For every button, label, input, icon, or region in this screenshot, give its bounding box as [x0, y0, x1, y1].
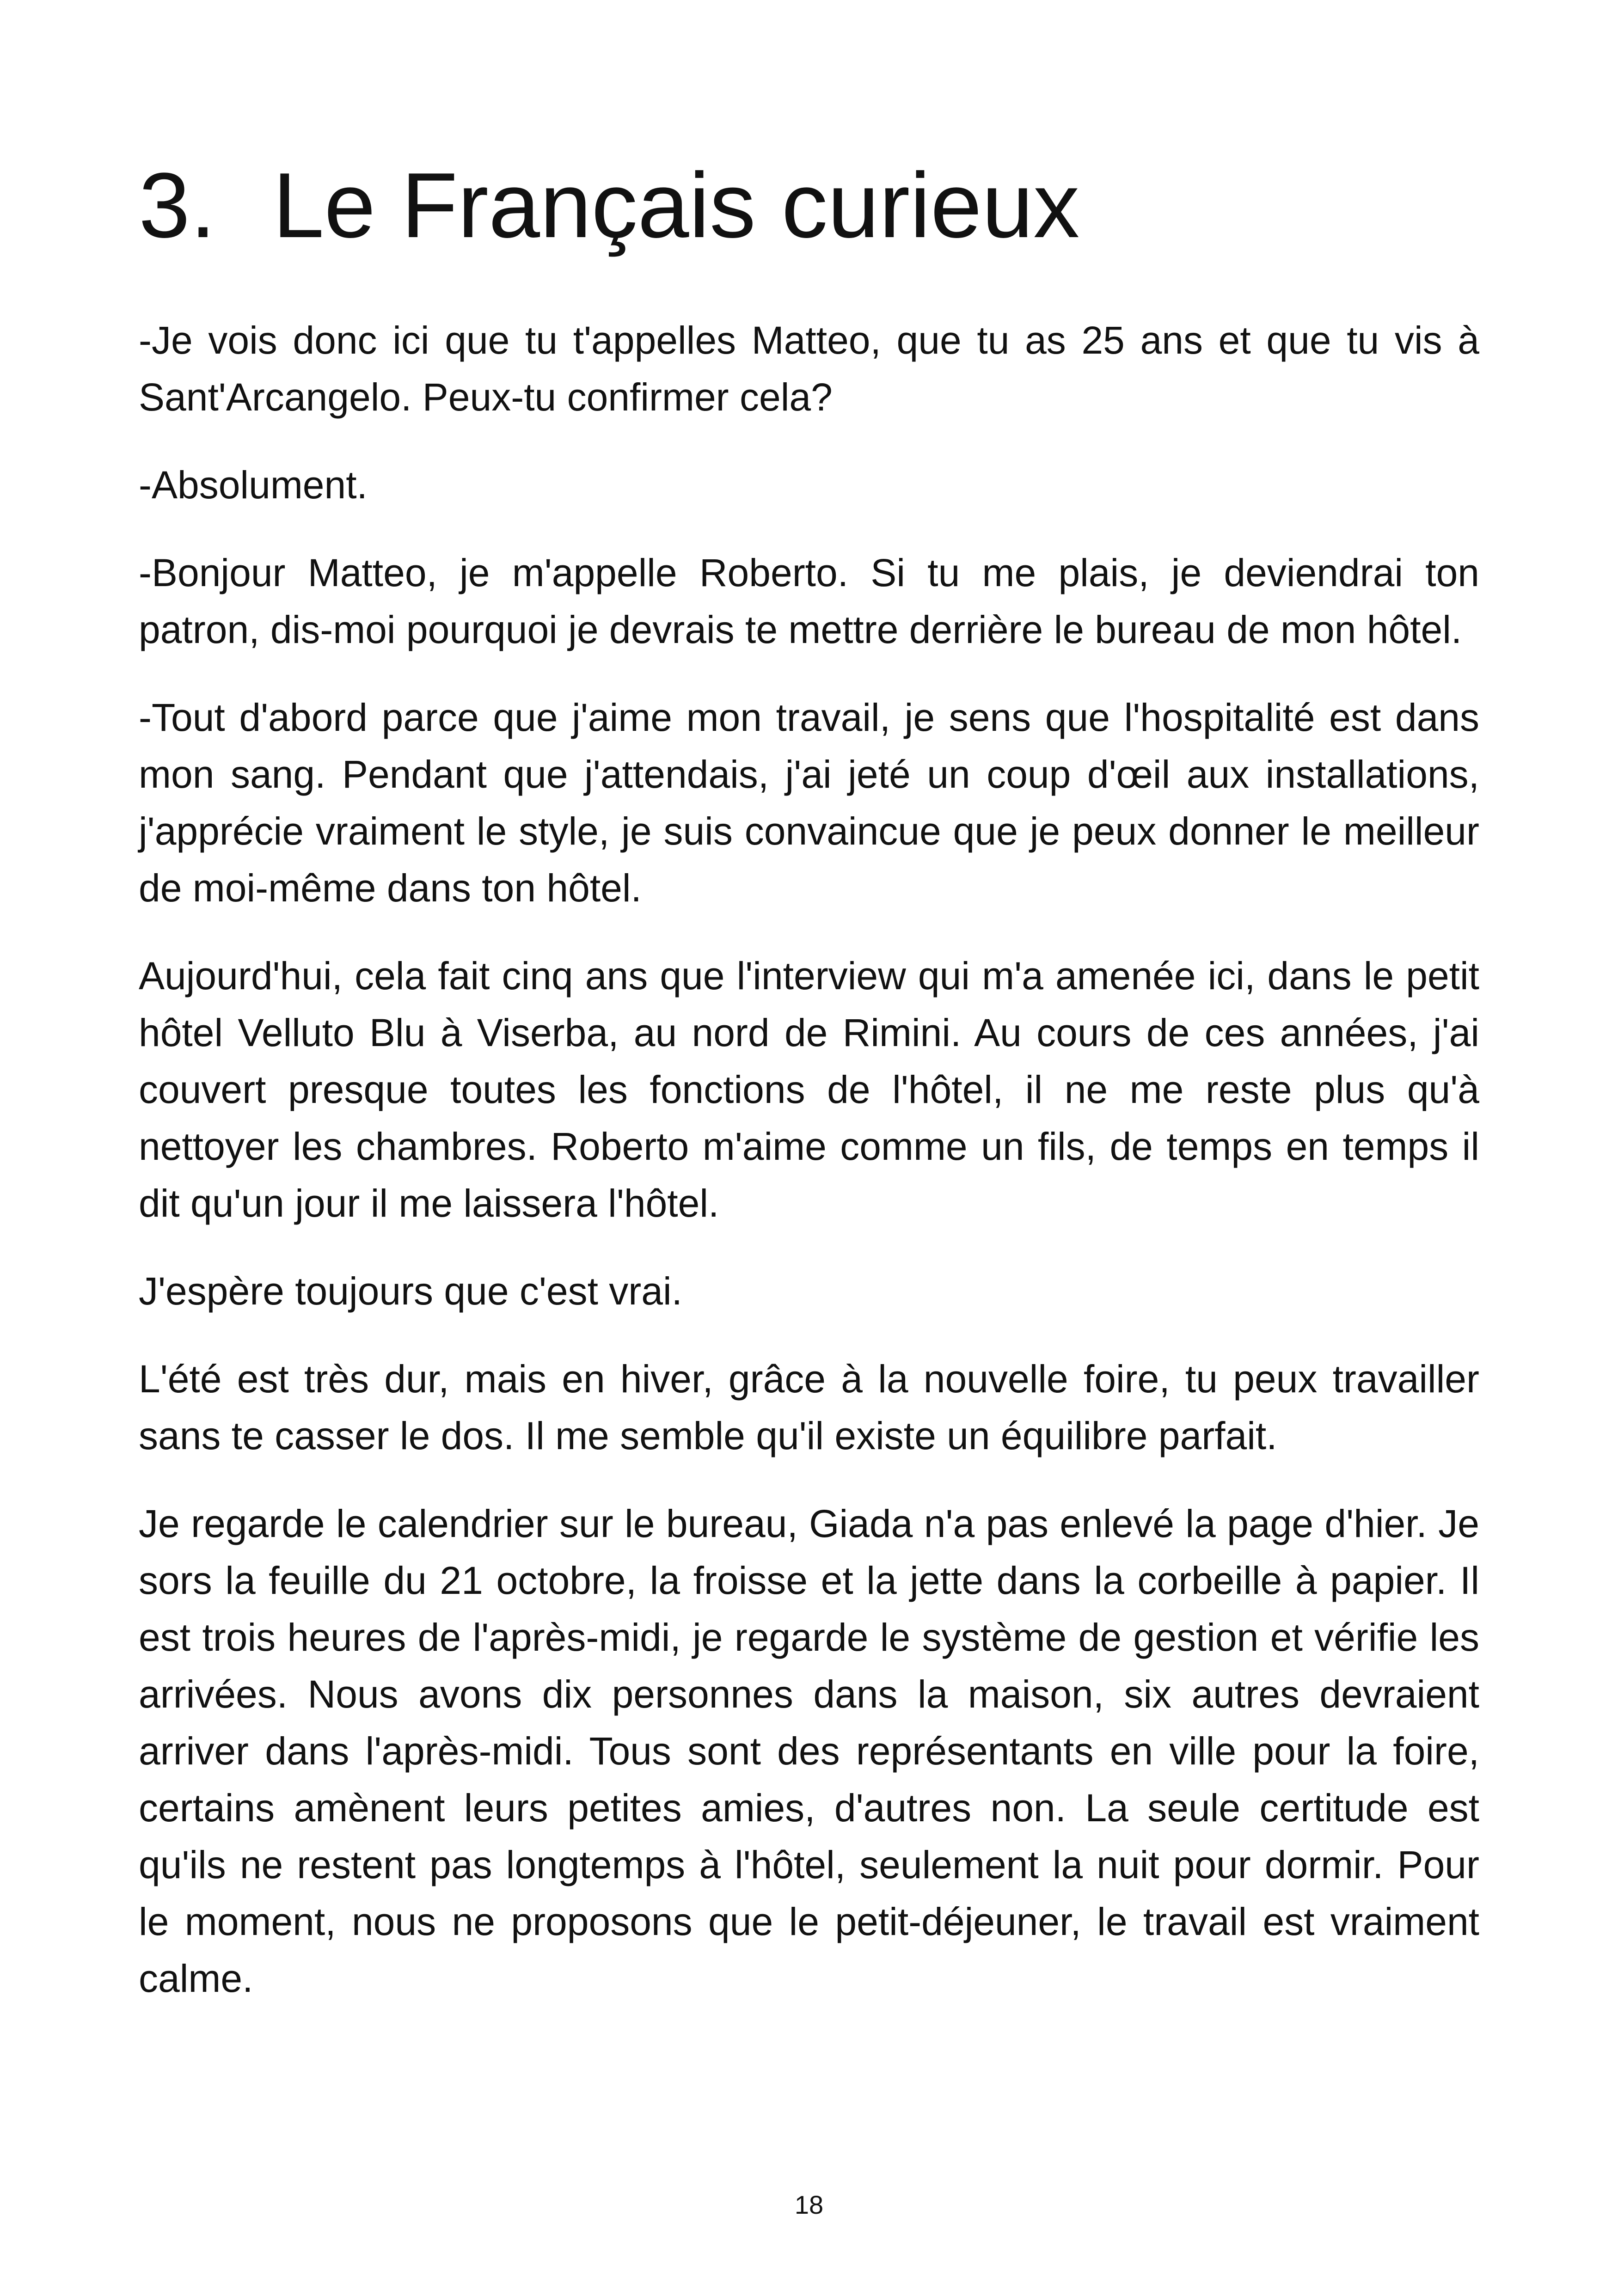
paragraph-3: -Bonjour Matteo, je m'appelle Roberto. Si tu me plais, je deviendrai ton patron, dis-moi pourquoi je devrais te mettre derrière le bureau de mon hôtel. — [139, 551, 1479, 651]
chapter-heading — [139, 153, 1079, 259]
page-number: 18 — [794, 2190, 824, 2219]
paragraph-8: Je regarde le calendrier sur le bureau, Giada n'a pas enlevé la page d'hier. Je sors la feuille du 21 octobre, la froisse et la jette dans la corbeille à papier. Il est trois heures de l'après-midi, je regarde le système de gestion et vérifie les arrivées. Nous avons dix personnes dans la maison, six autres devraient arriver dans l'après-midi. Tous sont des représentants en ville pour la foire, certains amènent leurs petites amies, d'autres non. La seule certitude est qu'ils ne restent pas longtemps à l'hôtel, seulement la nuit pour dormir. Pour le moment, nous ne proposons que le petit-déjeuner, le travail est vraiment calme. — [139, 1502, 1479, 2000]
paragraph-7: L'été est très dur, mais en hiver, grâce à la nouvelle foire, tu peux travailler sans te casser le dos. Il me semble qu'il existe un équilibre parfait. — [139, 1357, 1479, 1457]
paragraph-2: -Absolument. — [139, 463, 368, 507]
paragraph-1: -Je vois donc ici que tu t'appelles Matteo, que tu as 25 ans et que tu vis à Sant'Arcangelo. Peux-tu confirmer cela? — [139, 318, 1479, 419]
chapter-number: 3. — [139, 154, 216, 257]
paragraph-4: -Tout d'abord parce que j'aime mon travail, je sens que l'hospitalité est dans mon sang. Pendant que j'attendais, j'ai jeté un coup d'œil aux installations, j'apprécie vraiment le style, je suis convaincue que je peux donner le meilleur de moi-même dans ton hôtel. — [139, 696, 1479, 910]
chapter-title: Le Français curieux — [273, 154, 1080, 257]
paragraph-6: J'espère toujours que c'est vrai. — [139, 1269, 682, 1313]
paragraph-5: Aujourd'hui, cela fait cinq ans que l'interview qui m'a amenée ici, dans le petit hôtel Velluto Blu à Viserba, au nord de Rimini. Au cours de ces années, j'ai couvert presque toutes les fonctions de l'hôtel, il ne me reste plus qu'à nettoyer les chambres. Roberto m'aime comme un fils, de temps en temps il dit qu'un jour il me laissera l'hôtel. — [139, 954, 1479, 1225]
body-text — [139, 312, 1479, 2038]
